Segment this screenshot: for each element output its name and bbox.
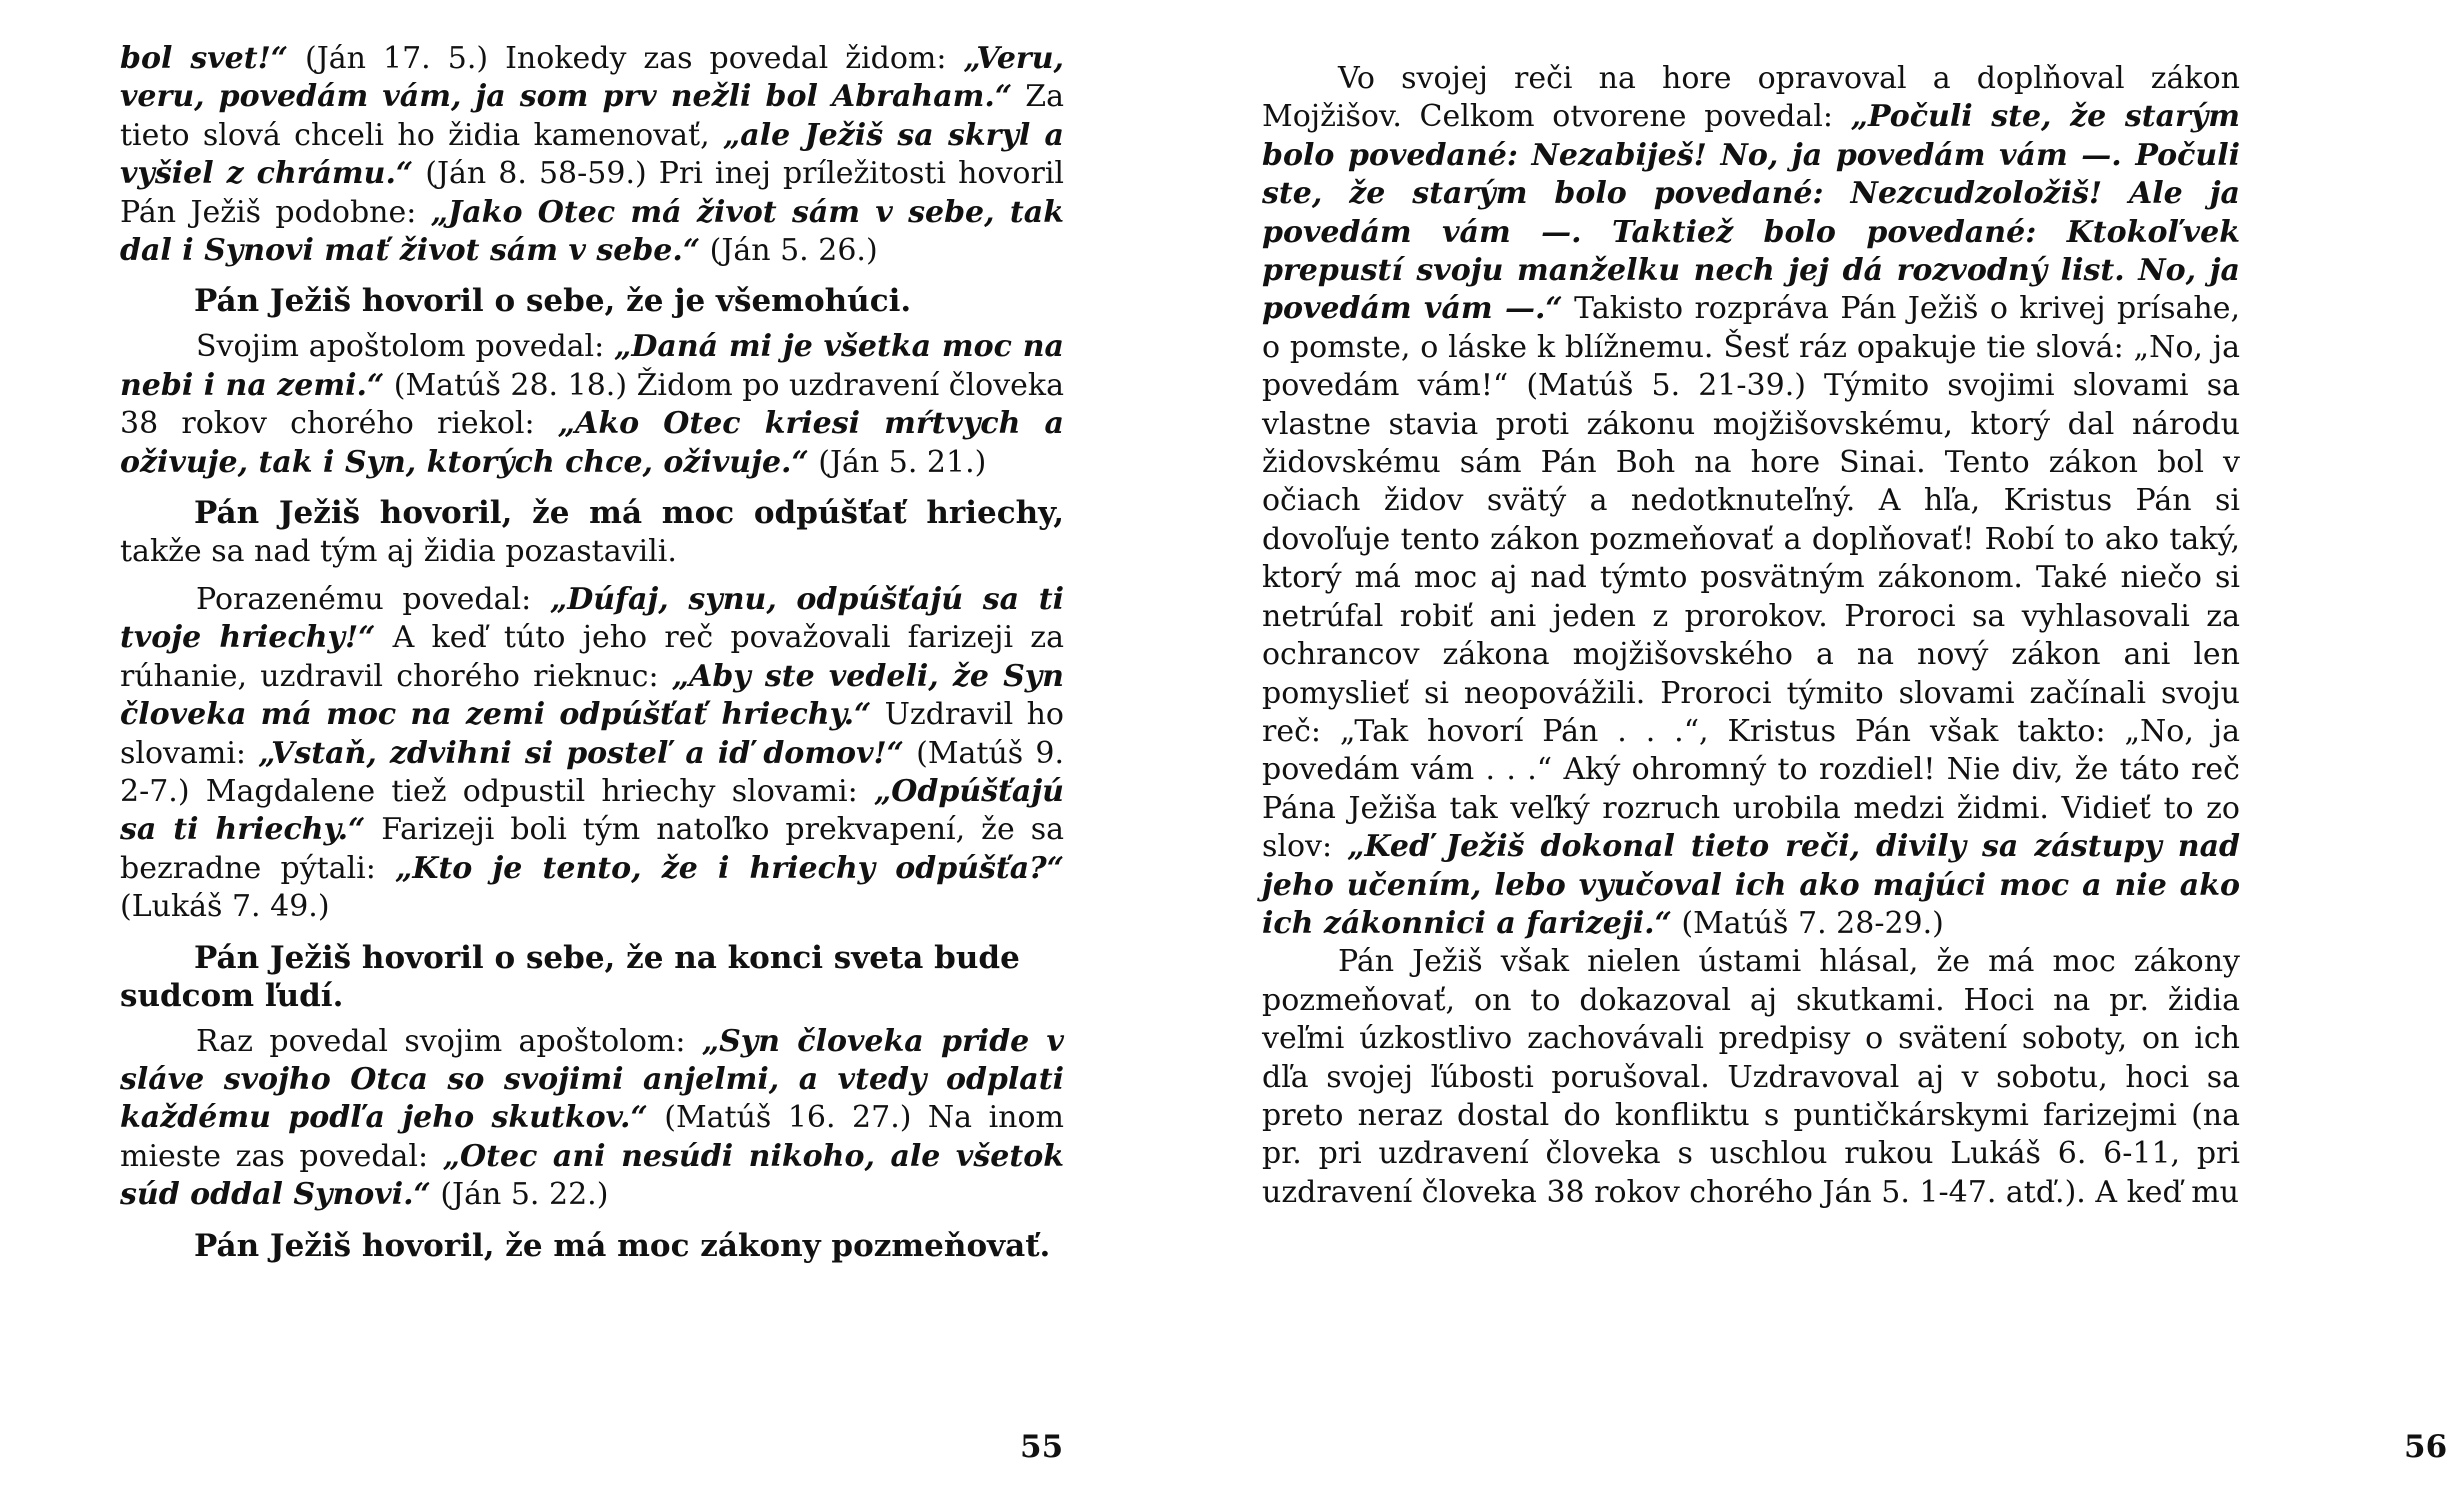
quotation-text: „ale Ježiš sa skryl a vyšiel z chrámu.“ — [120, 117, 1064, 192]
quotation-text: „Syn človeka pride v sláve svojho Otca so svojimi anjelmi, a vtedy odplati každému podľa jeho skutkov.“ — [120, 1023, 1064, 1136]
quotation-text: „Vstaň, zdvihni si posteľ a iď domov!“ — [258, 735, 904, 771]
quotation-text: „Otec ani nesúdi nikoho, ale všetok súd oddal Synovi.“ — [120, 1138, 1064, 1213]
quotation-text: „Dúfaj, synu, odpúšťajú sa ti tvoje hriechy!“ — [120, 581, 1064, 656]
body-paragraph — [1262, 60, 2240, 943]
paragraph-text: (Matúš 16. 27.) Na inom mieste zas povedal: — [120, 1100, 1064, 1174]
paragraph-text: (Ján 8. 58-59.) Pri inej príležitosti hovoril Pán Ježiš podobne: — [120, 156, 1065, 230]
quotation-text: „Daná mi je všetka moc na nebi i na zemi.“ — [120, 329, 1064, 403]
quotation-text: „Aby ste vedeli, že Syn človeka má moc na zemi odpúšťať hriechy.“ — [120, 658, 1064, 733]
heading-paragraph — [120, 494, 1064, 572]
quotation-text: „Odpúšťajú sa ti hriechy.“ — [120, 773, 1064, 848]
paragraph-text: (Ján 5. 26.) — [700, 233, 878, 269]
quotation-text: „Kto je tento, že i hriechy odpúšťa?“ — [395, 850, 1065, 886]
section-heading-text: Pán Ježiš hovoril, že má moc odpúšťať hriechy, — [194, 495, 1064, 532]
right-page-text — [1262, 60, 2240, 1212]
paragraph-text: Takisto rozpráva Pán Ježiš o krivej prísahe, o pomste, o láske k blížnemu. Šesť ráz opakuje tie slová: „No, ja povedám vám!“ (Matúš 5. 21-39.) Týmito svojimi slovami sa vlastne stavia proti zákonu mojžišovskému, ktorý dal národu židovskému sám Pán Boh na hore Sinai. Tento zákon bol v očiach židov svätý a nedotknuteľný. A hľa, Kristus Pán si dovoľuje tento zákon pozmeňovať a doplňovať! Robí to ako taký, ktorý má moc aj nad týmto posvätným zákonom. Také niečo si netrúfal robiť ani jeden z prorokov. Proroci sa vyhlasovali za ochrancov zákona mojžišovského a na nový zákon ani len pomyslieť si neopovážili. Proroci týmito slovami začínali svoju reč: „Tak hovorí Pán . . .“, Kristus Pán však takto: „No, ja povedám vám . . .“ Aký ohromný to rozdiel! Nie div, že táto reč Pána Ježiša tak veľký rozruch urobila medzi židmi. Vidieť to zo slov: — [1262, 291, 2240, 865]
paragraph-text: (Ján 17. 5.) Inokedy zas povedal židom: — [288, 41, 964, 76]
body-paragraph — [120, 40, 1064, 270]
paragraph-text: Porazenému povedal: — [196, 581, 550, 617]
quotation-text: bol svet!“ — [120, 41, 289, 76]
quotation-text: „Veru, veru, povedám vám, ja som prv nežli bol Abraham.“ — [120, 41, 1064, 115]
body-paragraph — [1262, 943, 2240, 1212]
paragraph-text: (Lukáš 7. 49.) — [120, 889, 330, 925]
body-paragraph — [120, 581, 1064, 927]
section-heading-text: Pán Ježiš hovoril o sebe, že na konci sveta bude sudcom ľudí. — [120, 939, 1020, 1014]
paragraph-text: Za tieto slová chceli ho židia kamenovať, — [120, 79, 1064, 153]
body-paragraph — [120, 1023, 1064, 1215]
section-heading — [120, 939, 1064, 1015]
paragraph-text: (Matúš 28. 18.) Židom po uzdravení človeka 38 rokov chorého riekol: — [120, 367, 1064, 442]
heading-tail-text: takže sa nad tým aj židia pozastavili. — [120, 534, 677, 570]
paragraph-text: (Ján 5. 22.) — [430, 1177, 609, 1213]
paragraph-text: Uzdravil ho slovami: — [120, 697, 1064, 771]
quotation-text: „Počuli ste, že starým bolo povedané: Nezabiješ! No, ja povedám vám —. Počuli ste, že starým bolo povedané: Nezcudzoložiš! Ale ja povedám vám —. Taktiež bolo povedané: Ktokoľvek prepustí svoju manželku nech jej dá rozvodný list. No, ja povedám vám —.“ — [1262, 99, 2240, 327]
quotation-text: „Keď Ježiš dokonal tieto reči, divily sa zástupy nad jeho učením, lebo vyučoval ich ako majúci moc a nie ako ich zákonnici a farizeji.“ — [1262, 829, 2240, 941]
left-page-text — [120, 40, 1064, 1265]
paragraph-text: (Matúš 7. 28-29.) — [1671, 905, 1944, 941]
body-paragraph — [120, 328, 1064, 482]
page-number-left: 55 — [1020, 1429, 1064, 1465]
paragraph-text: A keď túto jeho reč považovali farizeji za rúhanie, uzdravil chorého rieknuc: — [120, 620, 1064, 694]
section-heading — [120, 282, 1064, 320]
section-heading-text: Pán Ježiš hovoril o sebe, že je všemohúci. — [194, 283, 912, 320]
paragraph-text: (Ján 5. 21.) — [808, 444, 987, 480]
right-page — [1146, 0, 2447, 1500]
section-heading — [120, 1227, 1064, 1265]
paragraph-text: (Matúš 9. 2-7.) Magdalene tiež odpustil hriechy slovami: — [120, 735, 1065, 809]
paragraph-text: Svojim apoštolom povedal: — [196, 329, 615, 365]
paragraph-text: Farizeji boli tým natoľko prekvapení, že sa bezradne pýtali: — [120, 812, 1064, 886]
paragraph-text: Pán Ježiš však nielen ústami hlásal, že má moc zákony pozmeňovať, on to dokazoval aj skutkami. Hoci na pr. židia veľmi úzkostlivo zachovávali predpisy o svätení soboty, on ich dľa svojej ľúbosti porušoval. Uzdravoval aj v sobotu, hoci sa preto neraz dostal do konfliktu s puntičkárskymi farizejmi (na pr. pri uzdravení človeka s uschlou rukou Lukáš 6. 6-11, pri uzdravení človeka 38 rokov chorého Ján 5. 1-47. atď.). A keď mu — [1262, 944, 2240, 1210]
page-number-right: 56 — [2404, 1429, 2447, 1465]
left-page — [0, 0, 1146, 1500]
paragraph-text: Vo svojej reči na hore opravoval a doplňoval zákon Mojžišov. Celkom otvorene povedal: — [1262, 61, 2240, 135]
section-heading-text: Pán Ježiš hovoril, že má moc zákony pozmeňovať. — [194, 1227, 1051, 1264]
quotation-text: „Ako Otec kriesi mŕtvych a oživuje, tak i Syn, ktorých chce, oživuje.“ — [120, 406, 1064, 480]
paragraph-text: Raz povedal svojim apoštolom: — [196, 1023, 702, 1059]
quotation-text: „Jako Otec má život sám v sebe, tak dal i Synovi mať život sám v sebe.“ — [120, 194, 1064, 269]
